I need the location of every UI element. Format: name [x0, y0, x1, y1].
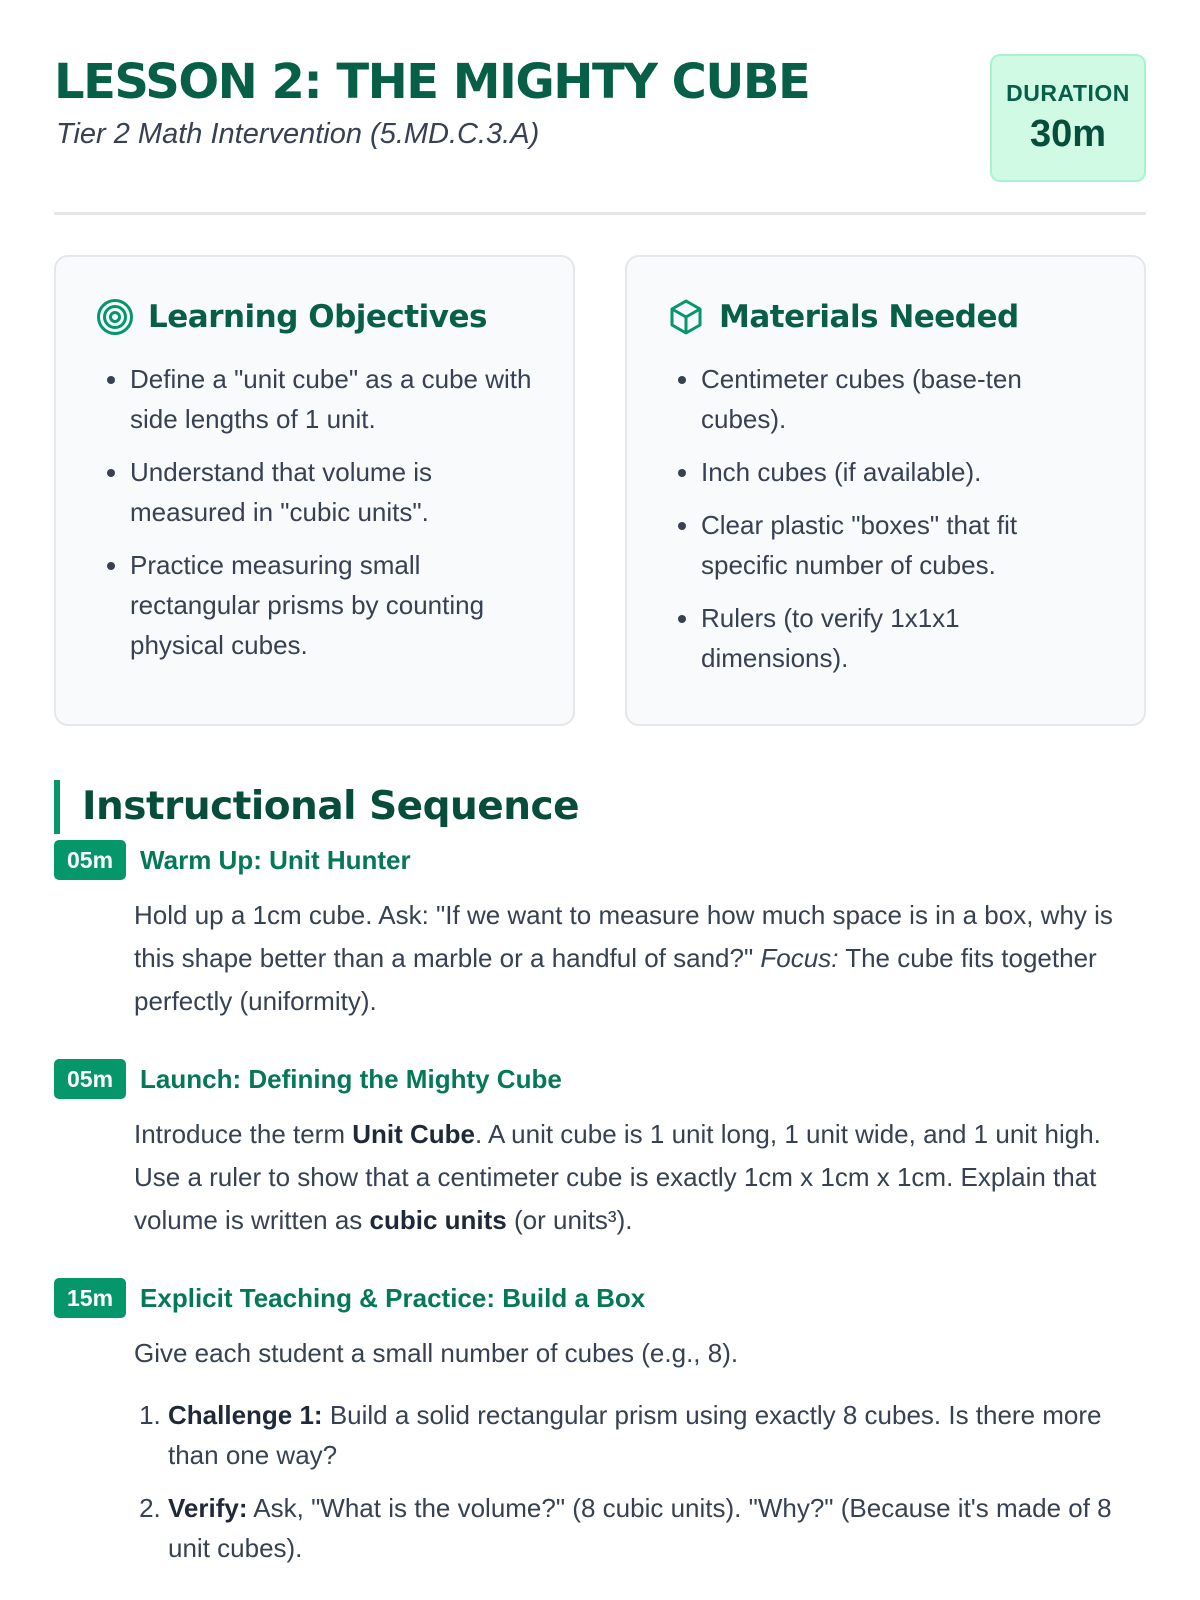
step-title: Warm Up: Unit Hunter — [140, 844, 411, 875]
step-intro: Give each student a small number of cubes (e.g., 8). — [134, 1338, 739, 1368]
sequence-heading: Instructional Sequence — [54, 780, 579, 834]
step-text: . A unit cube is 1 unit long, 1 unit wide, and 1 unit high. Use a ruler to show that a centimeter cube is exactly 1cm x 1cm x 1cm. Explain that volume is written as — [134, 1119, 1101, 1235]
time-badge: 05m — [54, 840, 126, 880]
step-header — [54, 1278, 1146, 1318]
materials-list — [667, 359, 1104, 678]
objectives-title: Learning Objectives — [148, 299, 487, 335]
list-item: • Define a "unit cube" as a cube with side lengths of 1 unit. — [130, 359, 533, 439]
list-item: • Inch cubes (if available). — [701, 452, 1104, 492]
target-icon — [96, 298, 134, 336]
list-item-label: Verify: — [168, 1493, 248, 1523]
step-title: Explicit Teaching & Practice: Build a Box — [140, 1282, 646, 1313]
step-numbered-list — [134, 1395, 1146, 1568]
page-title: LESSON 2: THE MIGHTY CUBE — [54, 54, 810, 110]
objectives-list — [96, 359, 533, 665]
materials-heading — [667, 297, 1104, 337]
step-build-a-box — [54, 1278, 1146, 1581]
materials-card — [625, 255, 1146, 726]
list-item: • Practice measuring small rectangular prisms by counting physical cubes. — [130, 545, 533, 665]
list-item: • Rulers (to verify 1x1x1 dimensions). — [701, 598, 1104, 678]
list-item: • Clear plastic "boxes" that fit specific number of cubes. — [701, 505, 1104, 585]
list-item-text: Ask, "What is the volume?" (8 cubic units). "Why?" (Because it's made of 8 unit cubes). — [168, 1493, 1112, 1563]
step-header — [54, 840, 1146, 880]
duration-value: 30m — [1029, 113, 1107, 155]
list-item: • Centimeter cubes (base-ten cubes). — [701, 359, 1104, 439]
step-text: (or units³). — [506, 1205, 633, 1235]
time-badge: 15m — [54, 1278, 126, 1318]
objectives-card — [54, 255, 575, 726]
time-badge: 05m — [54, 1059, 126, 1099]
list-item-label: Challenge 1: — [168, 1400, 323, 1430]
step-text: Introduce the term — [134, 1119, 353, 1149]
step-header — [54, 1059, 1146, 1099]
list-item: • Understand that volume is measured in "cubic units". — [130, 452, 533, 532]
cube-icon — [667, 298, 705, 336]
info-cards — [54, 255, 1146, 726]
step-title: Launch: Defining the Mighty Cube — [140, 1063, 562, 1094]
term-unit-cube: Unit Cube — [352, 1119, 475, 1149]
step-body — [134, 1113, 1146, 1242]
duration-label: DURATION — [1006, 80, 1130, 106]
page-subtitle: Tier 2 Math Intervention (5.MD.C.3.A) — [56, 118, 540, 150]
materials-title: Materials Needed — [719, 299, 1019, 335]
objectives-heading — [96, 297, 533, 337]
list-item — [168, 1488, 1146, 1568]
duration-badge — [990, 54, 1146, 182]
lesson-header — [54, 54, 1146, 215]
step-text: Hold up a 1cm cube. Ask: "If we want to measure how much space is in a box, why is this shape better than a marble or a handful of sand?" — [134, 900, 1113, 973]
step-text: The cube fits together perfectly (uniformity). — [134, 943, 1097, 1016]
list-item — [168, 1395, 1146, 1475]
list-item-text: Build a solid rectangular prism using exactly 8 cubes. Is there more than one way? — [168, 1400, 1102, 1470]
focus-label: Focus: — [760, 943, 839, 973]
step-body — [134, 894, 1146, 1023]
step-launch — [54, 1059, 1146, 1242]
step-warm-up — [54, 840, 1146, 1023]
term-cubic-units: cubic units — [369, 1205, 507, 1235]
